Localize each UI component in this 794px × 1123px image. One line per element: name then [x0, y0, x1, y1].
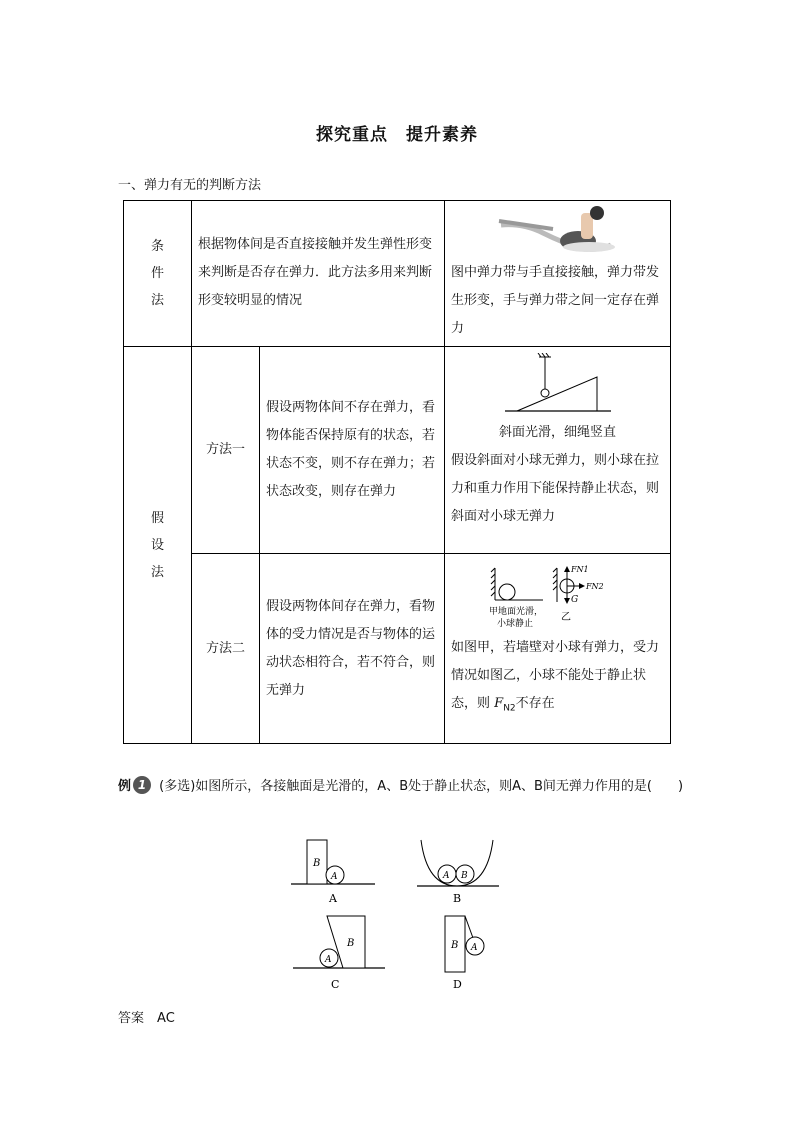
svg-text:A: A: [325, 955, 332, 965]
option-c-figure: [293, 916, 385, 991]
method-two-example-text: 如图甲，若墙壁对小球有弹力，受力情况如图乙，小球不能处于静止状态，则 $F_{N2}$不存在: [451, 640, 660, 714]
row-method-two: [124, 554, 671, 744]
method-two-description: 假设两物体间存在弹力，看物体的受力情况是否与物体的运动状态相符合，若不符合，则无弹力: [260, 554, 445, 744]
elastic-band-photo: [493, 203, 623, 259]
example-question: 例 1 (多选)如图所示，各接触面是光滑的，A、B处于静止状态，则A、B间无弹力作用的是( ): [118, 778, 684, 794]
option-b-figure: [417, 840, 499, 905]
svg-text:B: B: [451, 940, 459, 951]
assumption-method-label: 假 设 法: [124, 347, 192, 744]
section-heading: 一、弹力有无的判断方法: [118, 178, 262, 193]
svg-text:B: B: [453, 892, 462, 905]
method-one-description: 假设两物体间不存在弹力，看物体能否保持原有的状态，若状态不变，则不存在弹力；若状态改变，则存在弹力: [260, 347, 445, 554]
svg-text:B: B: [461, 871, 468, 881]
svg-text:C: C: [331, 978, 340, 991]
methods-table: [123, 200, 671, 744]
svg-text:小球静止: 小球静止: [496, 619, 533, 629]
method-two-label: 方法二: [192, 554, 260, 744]
svg-text:FN2: FN2: [585, 582, 604, 591]
wall-ball-figure: [483, 562, 633, 634]
condition-method-description: 根据物体间是否直接接触并发生弹性形变来判断是否存在弹力．此方法多用来判断形变较明显的情况: [192, 201, 445, 347]
method-one-example: 斜面光滑，细绳竖直 假设斜面对小球无弹力，则小球在拉力和重力作用下能保持静止状态，则斜面对小球无弹力: [445, 347, 671, 554]
svg-text:D: D: [453, 978, 462, 991]
row-method-one: [124, 347, 671, 554]
method-one-label: 方法一: [192, 347, 260, 554]
row-condition-method: [124, 201, 671, 347]
svg-text:A: A: [471, 943, 478, 953]
svg-text:乙: 乙: [560, 612, 571, 623]
option-a-figure: [291, 840, 375, 905]
svg-text:B: B: [313, 858, 321, 869]
answer-line: 答案 AC: [118, 1011, 175, 1026]
svg-text:A: A: [329, 892, 337, 905]
svg-text:B: B: [347, 938, 355, 949]
incline-ball-figure: [503, 353, 613, 419]
option-figures: [285, 834, 515, 996]
example-number-badge: 1: [133, 776, 151, 794]
condition-method-example: 图中弹力带与手直接接触，弹力带发生形变，手与弹力带之间一定存在弹力: [445, 201, 671, 347]
option-d-figure: [445, 916, 484, 991]
svg-text:A: A: [331, 872, 338, 882]
svg-text:FN1: FN1: [570, 565, 589, 574]
method-two-example: [445, 554, 671, 744]
svg-text:A: A: [443, 871, 450, 881]
condition-method-label: 条 件 法: [124, 201, 192, 347]
svg-text:甲地面光滑，: 甲地面光滑，: [488, 607, 543, 617]
page-title: 探究重点 提升素养: [316, 125, 478, 145]
svg-text:G: G: [570, 595, 578, 605]
